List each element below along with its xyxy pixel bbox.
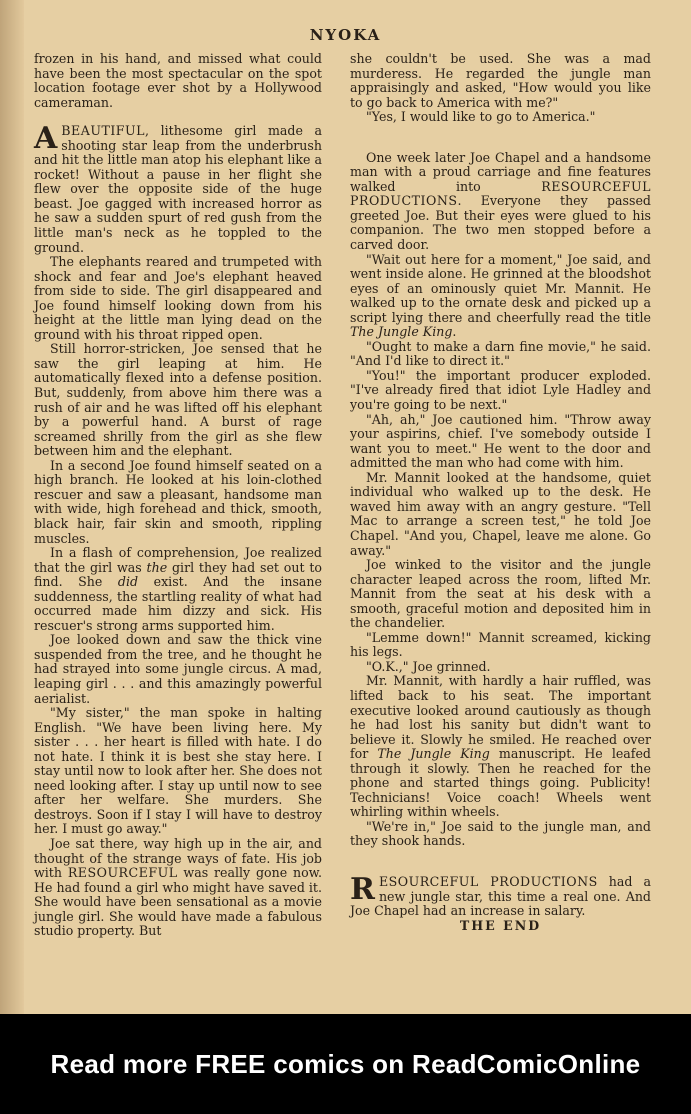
paragraph-spacer: [350, 849, 651, 875]
right-paragraph-13: [350, 871, 651, 919]
left-paragraph-4: In a second Joe found himself seated on a high branch. He looked at his loin-clothed rescuer and saw a pleasant, handsome man with wide, high forehead and thick, smooth, black hair, fair skin and smooth, rippling muscles.: [34, 457, 322, 546]
company-name: ESOURCEFUL PRODUCTIONS: [378, 873, 598, 889]
left-paragraph-8: [34, 837, 322, 939]
text-run: exist. And the insane suddenness, the startling reality of what had occurred made him dizzy and sick. His rescuer's strong arms supported him.: [34, 574, 322, 633]
the-end-label: THE END: [459, 917, 542, 933]
drop-cap-letter: R: [350, 871, 375, 907]
text-run: Joe sat there, way high up in the air, and thought of the strange ways of fate. His job with: [34, 835, 322, 881]
left-paragraph-1: [34, 121, 323, 255]
promo-banner-text[interactable]: Read more FREE comics on ReadComicOnline: [50, 1048, 641, 1079]
right-paragraph-9: "Lemme down!" Mannit screamed, kicking his legs.: [350, 629, 651, 660]
text-run: .: [452, 324, 457, 340]
script-title: The Jungle King: [377, 746, 490, 762]
promo-banner[interactable]: [0, 1014, 691, 1114]
drop-cap-letter: A: [34, 121, 58, 157]
right-paragraph-0: she couldn't be used. She was a mad murderess. He regarded the jungle man appraisingly and asked, "How would you like to go back to America with me?": [350, 51, 651, 110]
right-paragraph-3: [350, 253, 651, 340]
emphasis-text: did: [117, 574, 139, 590]
text-run: Mr. Mannit, with hardly a hair ruffled, was lifted back to his seat. The important executive looked around cautiously as though he had lost his sanity but didn't want to believe it. Slowly he smiled. He reached over for: [350, 673, 651, 762]
text-run: "Wait out here for a moment," Joe said, and went inside alone. He grinned at the bloodshot eyes of an ominously quiet Mr. Mannit. He walked up to the ornate desk and picked up a script lying there and cheerfully read the title: [350, 251, 651, 325]
text-run: . Everyone they passed greeted Joe. But their eyes were glued to his companion. The two men stopped before a carved door.: [350, 193, 651, 253]
left-paragraph-0: frozen in his hand, and missed what could have been the most spectacular on the spot location footage ever shot by a Hollywood cameraman.: [34, 51, 322, 110]
text-run: manuscript. He leafed through it slowly. Then he reached for the phone and started things going. Publicity! Technicians! Voice coach! Wheels went whirling within wheels.: [350, 746, 651, 820]
paragraph-spacer: [350, 125, 651, 151]
left-paragraph-1-text: , lithesome girl made a shooting star leap from the underbrush and hit the little man atop his elephant like a rocket! Without a pause in her flight she flew over the opposite side of the huge beast. Joe gagged with increased horror as he saw a sudden spurt of red gush from the little man's neck as he toppled to the ground.: [34, 123, 323, 255]
text-run: One week later Joe Chapel and a handsome man with a proud carriage and fine features walked into: [350, 149, 651, 194]
left-paragraph-2: The elephants reared and trumpeted with shock and fear and Joe's elephant heaved from side to side. The girl disappeared and Joe found himself looking down from his height at the little man lying dead on the ground with his throat ripped open.: [34, 254, 322, 342]
emphasis-text: the: [146, 559, 168, 575]
company-name: RESOURCEFUL PRODUCTIONS: [350, 178, 651, 209]
page-spine-shadow: [0, 0, 24, 1014]
text-run: had a new jungle star, this time a real one. And Joe Chapel had an increase in salary.: [350, 873, 651, 919]
left-paragraph-7: "My sister," the man spoke in halting English. "We have been living here. My sister . . . her heart is filled with hate. I do not hate. I think it is best she stay here. I stay until now to look after her. She does not need looking after. I stay up until now to see after her welfare. She murders. She destroys. Soon if I stay I will have to destroy her. I must go away.": [34, 705, 322, 837]
left-paragraph-6: Joe looked down and saw the thick vine suspended from the tree, and he thought he had strayed into some jungle circus. A mad, leaping girl . . . and this amazingly powerful aerialist.: [34, 632, 322, 706]
company-name: RESOURCEFUL: [67, 865, 178, 881]
page-header-title: NYOKA: [309, 26, 382, 44]
right-paragraph-12: "We're in," Joe said to the jungle man, and they shook hands.: [350, 818, 651, 849]
text-run: In a flash of comprehension, Joe realized that the girl was: [34, 545, 322, 575]
right-paragraph-11: [350, 674, 651, 819]
right-paragraph-8: Joe winked to the visitor and the jungle character leaped across the room, lifted Mr. Mannit from the seat at his desk with a smooth, graceful motion and deposited him in the chandelier.: [350, 557, 651, 631]
right-paragraph-2: [350, 151, 651, 253]
right-paragraph-10: "O.K.," Joe grinned.: [366, 658, 491, 674]
text-run: was really gone now. He had found a girl who might have saved it. She would have been sensational as a movie jungle girl. She would have made a fabulous studio property. But: [34, 865, 322, 939]
left-paragraph-3: Still horror-stricken, Joe sensed that he saw the girl leaping at him. He automatically flexed into a defense position. But, suddenly, from above him there was a rush of air and he was lifted off his elephant by a powerful hand. A burst of rage screamed shrilly from the girl as she flew between him and the elephant.: [34, 341, 322, 459]
text-run: girl they had set out to find. She: [34, 559, 322, 590]
right-paragraph-5: "You!" the important producer exploded. "I've already fired that idiot Lyle Hadley and you're going to be next.": [350, 367, 651, 413]
lead-word: BEAUTIFUL: [61, 123, 146, 139]
right-paragraph-4: "Ought to make a darn fine movie," he said. "And I'd like to direct it.": [350, 338, 651, 369]
left-paragraph-5: [34, 546, 322, 633]
right-paragraph-1: "Yes, I would like to go to America.": [366, 109, 596, 125]
right-paragraph-7: Mr. Mannit looked at the handsome, quiet individual who walked up to the desk. He waved him away with an angry gesture. "Tell Mac to arrange a screen test," he told Joe Chapel. "And you, Chapel, leave me alone. Go away.": [350, 469, 651, 558]
right-paragraph-6: "Ah, ah," Joe cautioned him. "Throw away your aspirins, chief. I've somebody outside I want you to meet." He went to the door and admitted the man who had come with him.: [350, 411, 651, 471]
right-column: [350, 52, 651, 933]
script-title: The Jungle King: [350, 324, 453, 340]
left-column: [34, 52, 322, 939]
